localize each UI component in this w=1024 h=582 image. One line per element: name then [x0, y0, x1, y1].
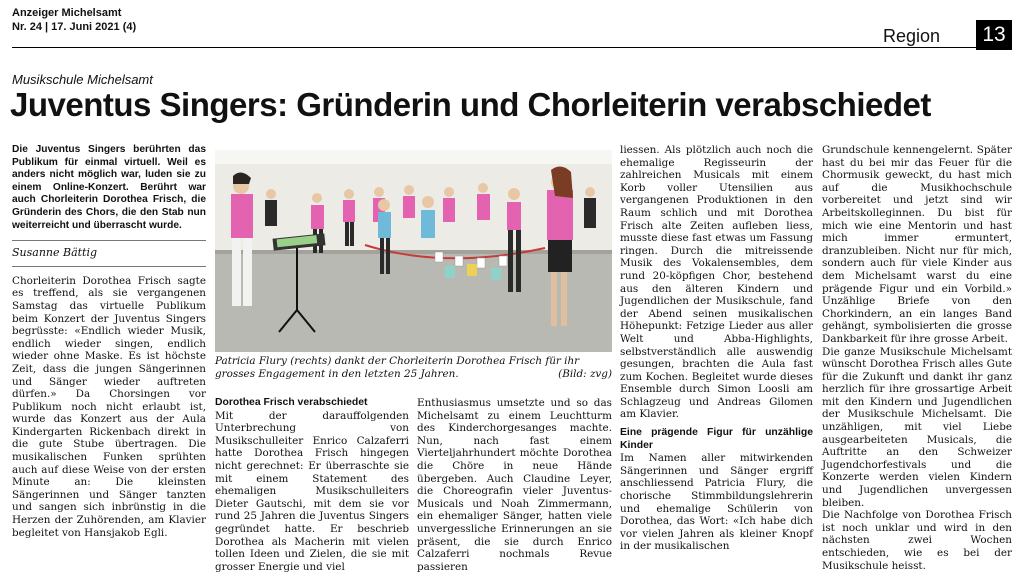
column-4c-body: Die Nachfolge von Dorothea Frisch ist noch unklar und wird in den nächsten zwei Wochen entschieden, wie es bei der Musikschule heisst. [822, 509, 1012, 572]
column-2b-body: Enthusiasmus umsetzte und so das Michelsamt zu einem Leuchtturm des Kinderchorgesanges machte. Nun, nach fast einem Vierteljahrhundert möchte Dorothea die Chöre in neue Hände übergeben. Auch Claudine Leyer, die Choreografin vieler Juventus-Musicals und Noah Zimmermann, ein ehemaliger Sänger, hatten viele unvergessliche Erinnerungen an sie präsent, die sie durch Enrico Calzaferri nochmals Revue passieren [417, 397, 612, 573]
article-author: Susanne Bättig [12, 240, 206, 267]
page-number: 13 [976, 20, 1012, 50]
column-4 [822, 144, 1012, 572]
section-label: Region [883, 26, 941, 46]
column-4b-body: Die ganze Musikschule Michelsamt wünscht Dorothea Frisch alles Gute für die Zukunft und dankt ihr ganz herzlich für ihre grossartige Arbeit mit den Kindern und Jugendlichen der Musikschule Michelsamt. Die unzähligen, mit viel Liebe ausgearbeiteten Musicals, die Auftritte an den Schweizer Jugendchorfestivals und die Konzerte werden vielen Kindern und Jugendlichen unvergessen bleiben. [822, 345, 1012, 509]
paper-name: Anzeiger Michelsamt [12, 7, 122, 19]
column-1-body: Chorleiterin Dorothea Frisch sagte es treffend, als sie vergangenen Samstag das virtuelle Publikum beim Konzert der Juventus Singers begrüsste: «Endlich wieder Musik, endlich wieder singen, endlich wieder ohne Maske. Es ist höchste Zeit, dass die jungen Sängerinnen und Sänger wieder auftreten dürfen.» Da Chorsingen vor Publikum noch nicht erlaubt ist, wurde das Konzert aus der Aula Kindergarten Rickenbach direkt in die gute Stube übertragen. Die musikalischen Funken sprühten auch auf diese Weise von der ersten Minute an: Die kleinsten Sängerinnen und Sänger tanzten und sangen sich inbrünstig in die Herzen der Zuhörenden, am Klavier begleitet von Hansjakob Egli. [12, 274, 206, 539]
subhead-role-model: Eine prägende Figur für unzählige Kinder [620, 427, 813, 451]
subhead-farewell: Dorothea Frisch verabschiedet [215, 397, 368, 408]
issue-info [12, 6, 136, 34]
article-headline: Juventus Singers: Gründerin und Chorleiterin verabschiedet [10, 86, 931, 123]
caption-text: Patricia Flury (rechts) dankt der Chorleiterin Dorothea Frisch für ihr grosses Engagement in den letzten 25 Jahren. [215, 355, 580, 380]
article-lead: Die Juventus Singers berührten das Publikum für einmal virtuell. Weil es anders nicht möglich war, luden sie zu einem Online-Konzert. Berührt war auch Chorleiterin Dorothea Frisch, die Gründerin des Chors, die den Stab nun weiterreicht und überrascht wurde. [12, 144, 206, 231]
issue-date: Nr. 24 | 17. Juni 2021 (4) [12, 21, 137, 33]
header-rule [12, 47, 1012, 48]
column-2a [215, 397, 409, 573]
column-3b-body: Im Namen aller mitwirkenden Sängerinnen und Sänger ergriff anschliessend Patricia Flury, die chorische Stimmbildungslehrerin und ehemalige Schülerin von Dorothea, das Wort: «Ich habe dich vor vielen Jahren als kleiner Knopf in der musikalischen [620, 452, 813, 553]
column-1 [12, 144, 206, 539]
column-3 [620, 144, 813, 553]
article-photo [215, 150, 612, 352]
column-3-body: liessen. Als plötzlich auch noch die ehemalige Regisseurin der zahlreichen Musicals mit einem Korb voller Utensilien aus vergangenen Produktionen in den Raum schlich und mit Dorothea Frisch alte Zeiten aufleben liess, musste diese fast etwas um Fassung ringen. Durch die mitreissende Musik des Vokalensembles, dem rund 20-köpfigen Chor, bestehend aus den älteren Kindern und Jugendlichen der Musikschule, fand der Abend seinen musikalischen Höhepunkt: Fetzige Lieder aus aller Welt und Abba-Highlights, selbstverständlich alle auswendig gesungen, brachten die Aula fast zum Kochen. Begleitet wurde dieses Ensemble durch Simon Loosli am Schlagzeug und Andreas Gilomen am Klavier. [620, 144, 813, 421]
column-4-body: Grundschule kennengelernt. Später hast du bei mir das Feuer für die Chormusik geweckt, du hast mich auf die Musikhochschule vorbereitet und jetzt sind wir Arbeitskolleginnen. Du bist für mich wie eine Mentorin und hast mich immer ermuntert, dranzubleiben. Nicht nur für mich, sondern auch für viele Kinder aus dem Michelsamt warst du eine prägende Figur und ein Vorbild.» Unzählige Briefe von den Chorkindern, an ein langes Band gehängt, symbolisierten die grosse Dankbarkeit für ihre grosse Arbeit. [822, 144, 1012, 345]
choir-photo-illustration [215, 150, 612, 352]
article-kicker: Musikschule Michelsamt [12, 72, 153, 87]
photo-credit: (Bild: zvg) [558, 367, 612, 380]
column-2b [417, 397, 612, 573]
photo-caption [215, 355, 612, 380]
column-2a-body: Mit der darauffolgenden Unterbrechung von Musikschulleiter Enrico Calzaferri hatte Dorothea Frisch hingegen nicht gerechnet: Er überraschte sie mit einem Statement des ehemaligen Musikschulleiters Dieter Gautschi, mit dem sie vor rund 25 Jahren die Juventus Singers gegründet hatte. Er beschrieb Dorothea als Macherin mit vielen tollen Ideen und Zielen, die sie mit grosser Energie und viel [215, 409, 409, 573]
